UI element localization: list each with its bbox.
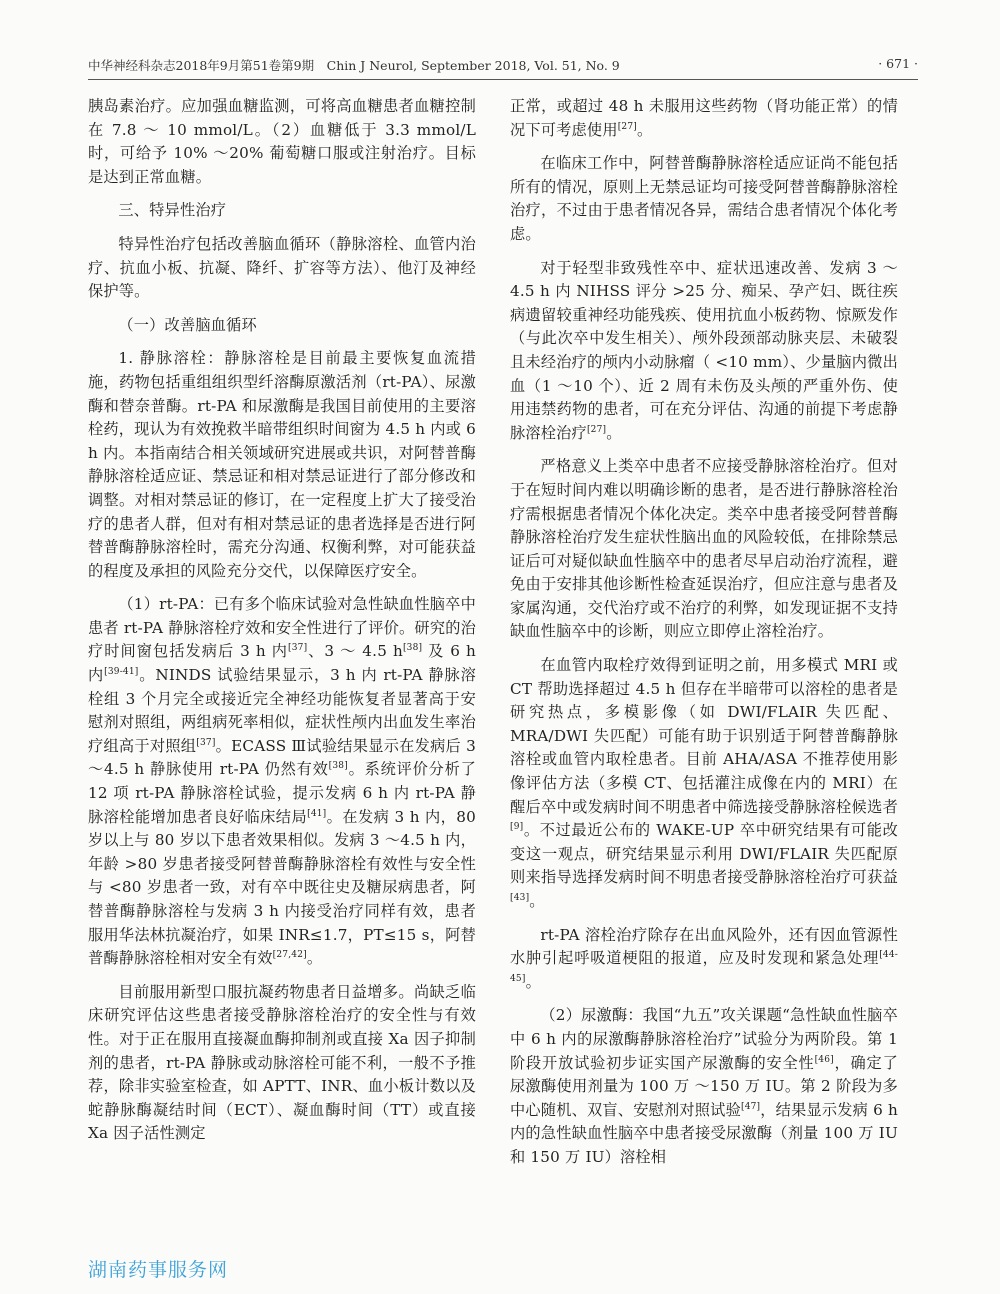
paragraph: 严格意义上类卒中患者不应接受静脉溶栓治疗。但对于在短时间内难以明确诊断的患者，是否进行静脉溶栓治疗需根据患者情况个体化决定。类卒中患者接受阿替普酶静脉溶栓治疗发生症状性脑出血的风险较低，在排除禁忌证后可对疑似缺血性脑卒中的患者尽早启动治疗流程，避免由于安排其他诊断性检查延误治疗，但应注意与患者及家属沟通，交代治疗或不治疗的利弊，如发现证据不支持缺血性脑卒中的诊断，则应立即停止溶栓治疗。	[510, 457, 898, 641]
watermark-text: 湖南药事服务网	[88, 1259, 229, 1281]
paragraph: 正常，或超过 48 h 未服用这些药物（肾功能正常）的情况下可考虑使用[27]。	[510, 97, 898, 139]
journal-citation: 中华神经科杂志2018年9月第51卷第9期 Chin J Neurol, September 2018, Vol. 51, No. 9	[88, 58, 620, 73]
paragraph: 特异性治疗包括改善脑血循环（静脉溶栓、血管内治疗、抗血小板、抗凝、降纤、扩容等方法）、他汀及神经保护等。	[88, 234, 476, 301]
paragraph: 1. 静脉溶栓：静脉溶栓是目前最主要恢复血流措施，药物包括重组组织型纤溶酶原激活剂（rt-PA）、尿激酶和替奈普酶。rt-PA 和尿激酶是我国目前使用的主要溶栓药，现认为有效挽救半暗带组织时间窗为 4.5 h 内或 6 h 内。本指南结合相关领域研究进展或共识，对阿替普酶静脉溶栓适应证、禁忌证和相对禁忌证进行了部分修改和调整。对相对禁忌证的修订，在一定程度上扩大了接受治疗的患者人群，但对有相对禁忌证的患者选择是否进行阿替普酶静脉溶栓时，需充分沟通、权衡利弊，对可能获益的程度及承担的风险充分交代，以保障医疗安全。	[88, 349, 476, 580]
paragraph: 在临床工作中，阿替普酶静脉溶栓适应证尚不能包括所有的情况，原则上无禁忌证均可接受阿替普酶静脉溶栓治疗，不过由于患者情况各异，需结合患者情况个体化考虑。	[510, 154, 898, 243]
paragraph: 在血管内取栓疗效得到证明之前，用多模式 MRI 或 CT 帮助选择超过 4.5 h 但存在半暗带可以溶栓的患者是研究热点，多模影像（如 DWI/FLAIR 失匹配、MRA/DWI 失匹配）可能有助于识别适于阿替普酶静脉溶栓或血管内取栓患者。目前 AHA/ASA 不推荐使用影像评估方法（多模 CT、包括灌注成像在内的 MRI）在醒后卒中或发病时间不明患者中筛选接受静脉溶栓候选者[9]。不过最近公布的 WAKE-UP 卒中研究结果有可能改变这一观点，研究结果显示利用 DWI/FLAIR 失匹配原则来指导选择发病时间不明患者接受静脉溶栓治疗可获益[43]。	[510, 656, 898, 910]
paragraph: （2）尿激酶：我国“九五”攻关课题“急性缺血性脑卒中 6 h 内的尿激酶静脉溶栓治疗”试验分为两阶段。第 1 阶段开放试验初步证实国产尿激酶的安全性[46]，确定了尿激酶使用剂量为 100 万 ～150 万 IU。第 2 阶段为多中心随机、双盲、安慰剂对照试验[47]，结果显示发病 6 h 内的急性缺血性脑卒中患者接受尿激酶（剂量 100 万 IU 和 150 万 IU）溶栓相	[510, 1006, 898, 1166]
paragraph: （1）rt-PA：已有多个临床试验对急性缺血性脑卒中患者 rt-PA 静脉溶栓疗效和安全性进行了评价。研究的治疗时间窗包括发病后 3 h 内[37]、3 ～ 4.5 h[38] 及 6 h 内[39-41]。NINDS 试验结果显示，3 h 内 rt-PA 静脉溶栓组 3 个月完全或接近完全神经功能恢复者显著高于安慰剂对照组，两组病死率相似，症状性颅内出血发生率治疗组高于对照组[37]。ECASS Ⅲ试验结果显示在发病后 3 ～4.5 h 静脉使用 rt-PA 仍然有效[38]。系统评价分析了 12 项 rt-PA 静脉溶栓试验，提示发病 6 h 内 rt-PA 静脉溶栓能增加患者良好临床结局[41]。在发病 3 h 内，80 岁以上与 80 岁以下患者效果相似。发病 3 ～4.5 h 内，年龄 >80 岁患者接受阿替普酶静脉溶栓有效性与安全性与 <80 岁患者一致，对有卒中既往史及糖尿病患者，阿替普酶静脉溶栓与发病 3 h 内接受治疗同样有效，患者服用华法林抗凝治疗，如果 INR≤1.7，PT≤15 s，阿替普酶静脉溶栓相对安全有效[27,42]。	[88, 595, 477, 968]
paragraph: 胰岛素治疗。应加强血糖监测，可将高血糖患者血糖控制在 7.8 ～ 10 mmol/L。（2）血糖低于 3.3 mmol/L 时，可给予 10% ～20% 葡萄糖口服或注射治疗。目标是达到正常血糖。	[88, 97, 476, 186]
right-column	[510, 95, 898, 1170]
paragraph: rt-PA 溶栓治疗除存在出血风险外，还有因血管源性水肿引起呼吸道梗阻的报道，应及时发现和紧急处理[44-45]。	[510, 925, 898, 991]
subsection-heading: （一）改善脑血循环	[118, 315, 257, 334]
left-column	[88, 95, 476, 1146]
section-heading: 三、特异性治疗	[118, 201, 227, 220]
running-header	[88, 56, 918, 78]
paragraph: 对于轻型非致残性卒中、症状迅速改善、发病 3 ～4.5 h 内 NIHSS 评分 >25 分、痴呆、孕产妇、既往疾病遗留较重神经功能残疾、使用抗血小板药物、惊厥发作（与此次卒中发生相关）、颅外段颈部动脉夹层、未破裂且未经治疗的颅内小动脉瘤（ <10 mm）、少量脑内微出血（1 ～10 个）、近 2 周有未伤及头颅的严重外伤、使用违禁药物的患者，可在充分评估、沟通的前提下考虑静脉溶栓治疗[27]。	[510, 258, 898, 442]
page-number: · 671 ·	[878, 56, 918, 71]
header-rule	[88, 79, 918, 80]
paragraph: 目前服用新型口服抗凝药物患者日益增多。尚缺乏临床研究评估这些患者接受静脉溶栓治疗的安全性与有效性。对于正在服用直接凝血酶抑制剂或直接 Xa 因子抑制剂的患者，rt-PA 静脉或动脉溶栓可能不利，一般不予推荐，除非实验室检查，如 APTT、INR、血小板计数以及蛇静脉酶凝结时间（ECT）、凝血酶时间（TT）或直接 Xa 因子活性测定	[88, 982, 476, 1143]
